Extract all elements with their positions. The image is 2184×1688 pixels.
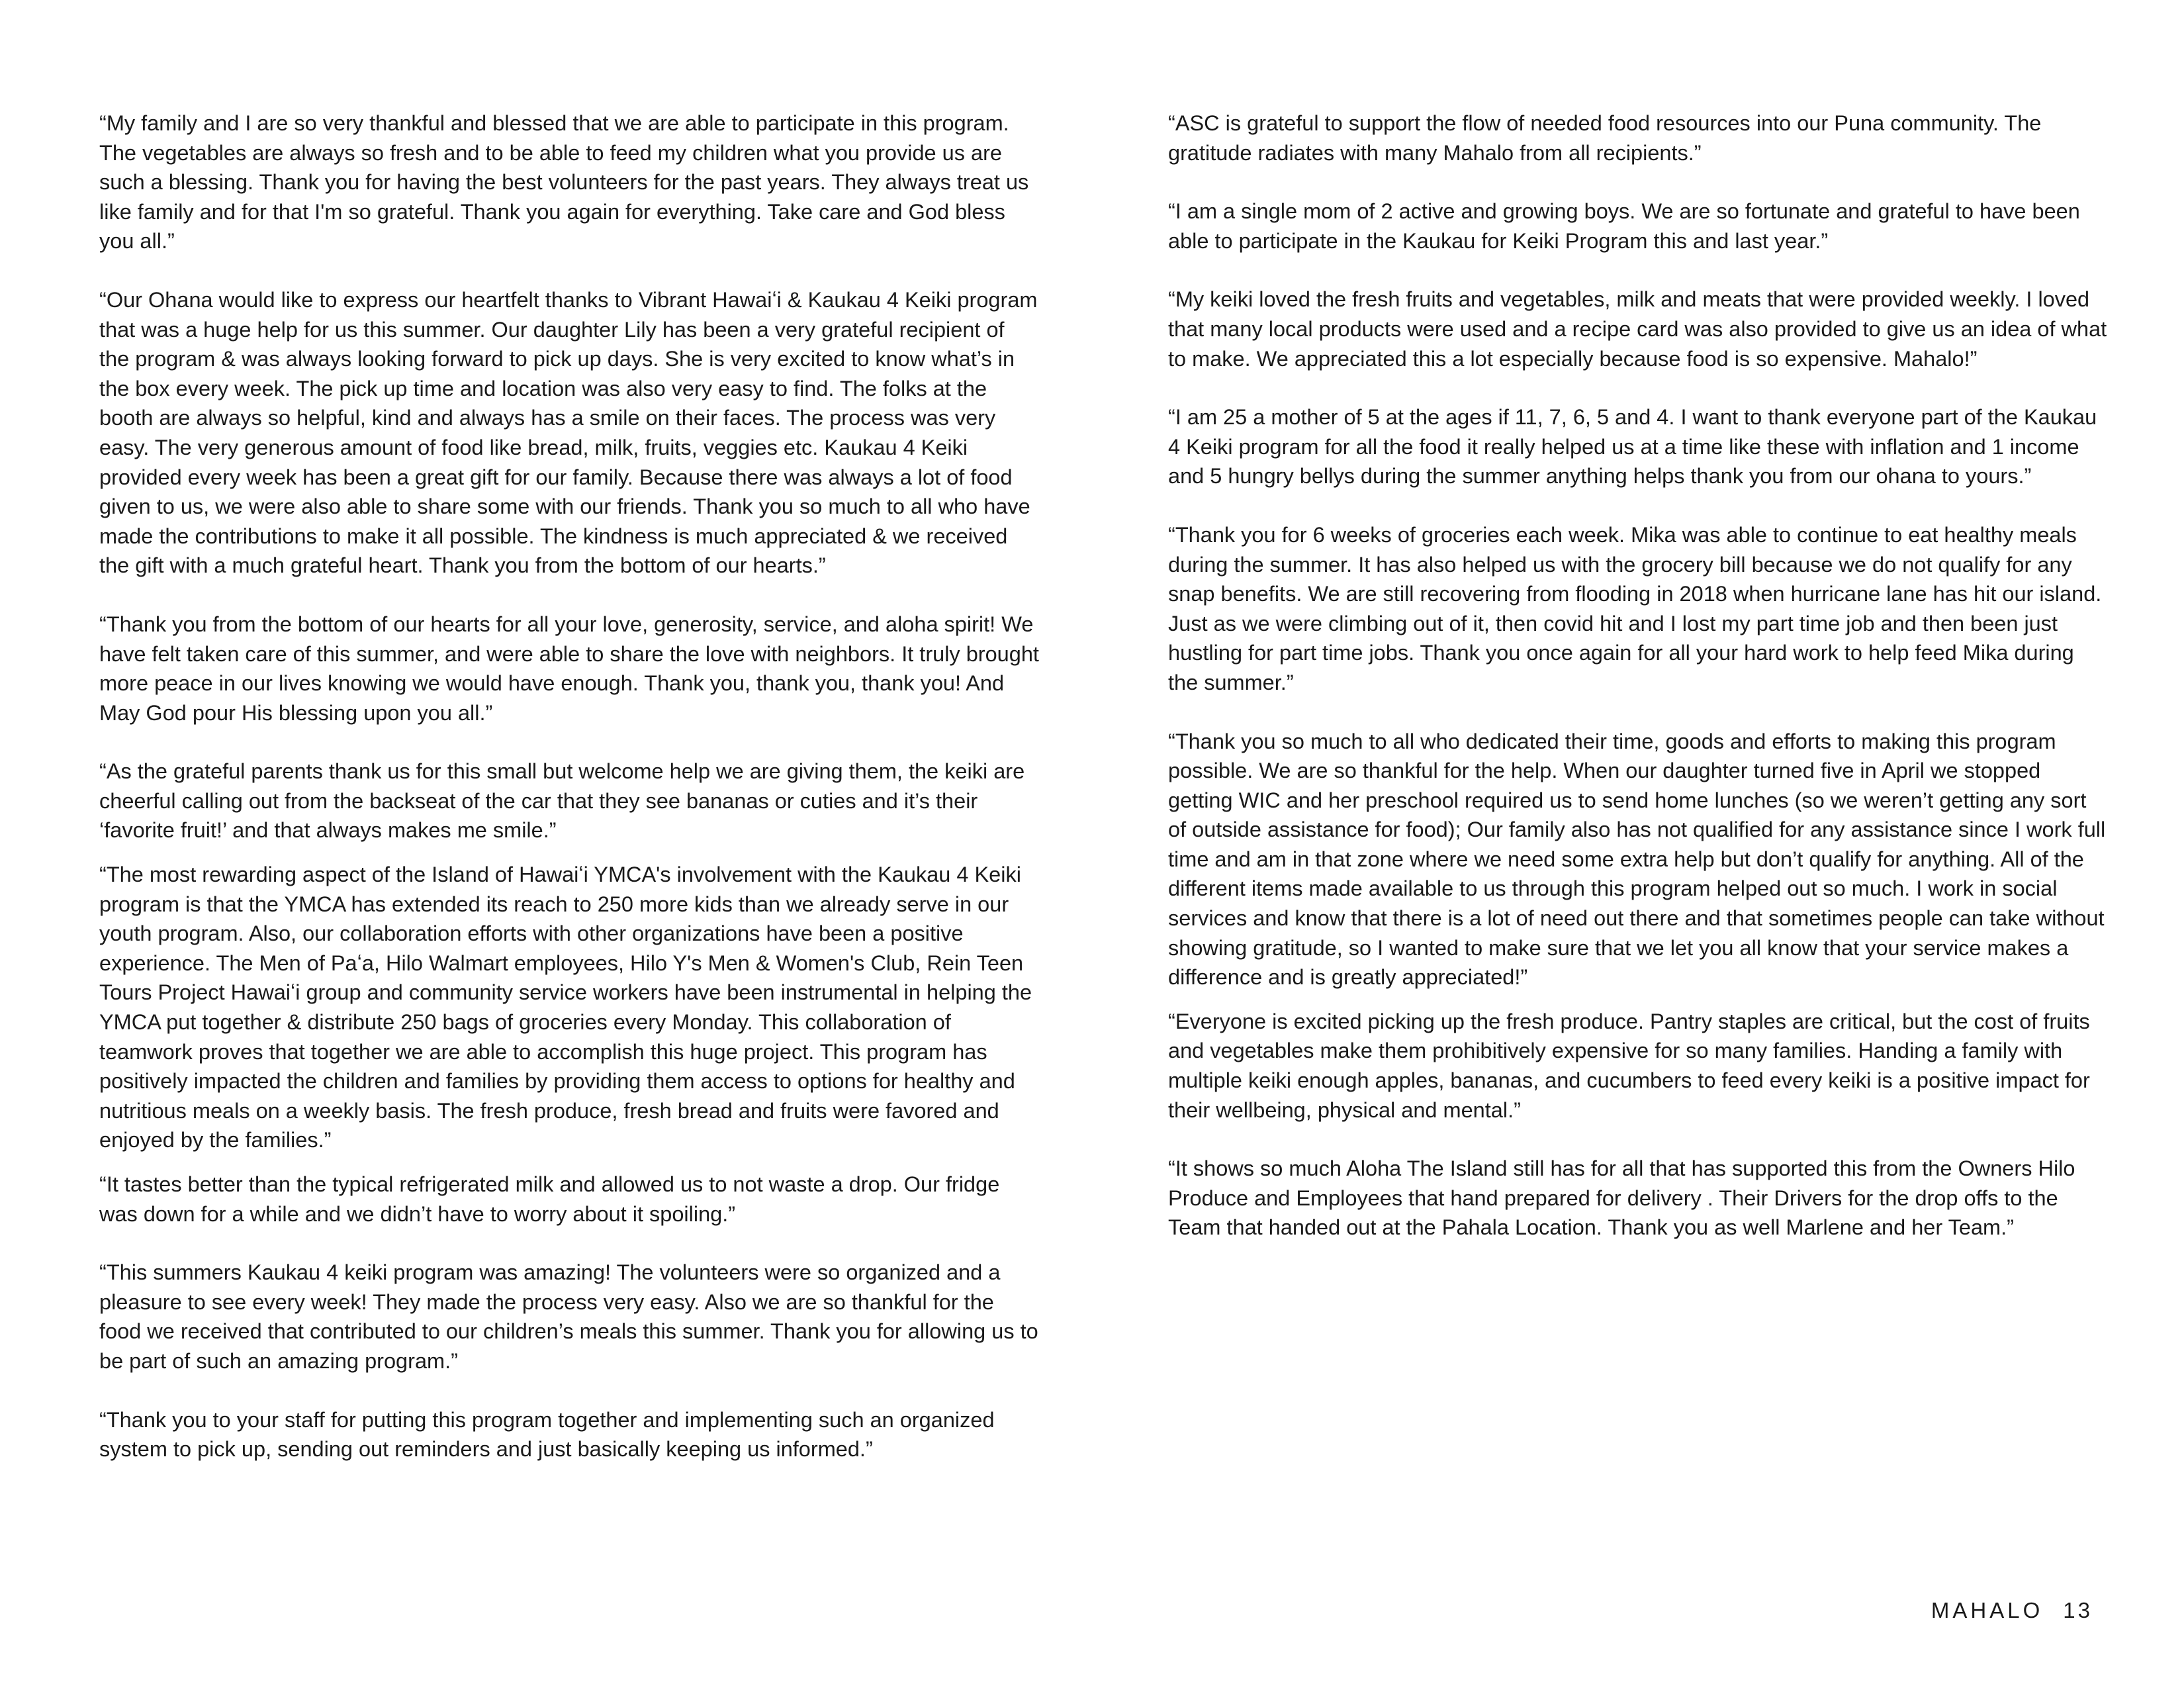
section-label: MAHALO (1931, 1598, 2044, 1622)
left-column (99, 109, 1039, 1493)
testimonial-quote: “My keiki loved the fresh fruits and vegetables, milk and meats that were provided weekly. I loved that many local products were used and a recipe card was also provided to give us an idea of what to make. We appreciated this a lot especially because food is so expensive. Mahalo!” (1168, 287, 2107, 371)
testimonial-quote: “Thank you to your staff for putting this program together and implementing such an organized system to pick up, sending out reminders and just basically keeping us informed.” (99, 1407, 995, 1462)
testimonial-quote: “I am a single mom of 2 active and growing boys. We are so fortunate and grateful to have been able to participate in the Kaukau for Keiki Program this and last year.” (1168, 199, 2080, 253)
testimonial-quote: “It shows so much Aloha The Island still has for all that has supported this from the Owners Hilo Produce and Employees that hand prepared for delivery . Their Drivers for the drop offs to the Team that handed out at the Pahala Location. Thank you as well Marlene and her Team.” (1168, 1156, 2075, 1240)
testimonial-quote: “ASC is grateful to support the flow of needed food resources into our Puna community. The gratitude radiates with many Mahalo from all recipients.” (1168, 111, 2042, 165)
testimonial-quote: “This summers Kaukau 4 keiki program was amazing! The volunteers were so organized and a pleasure to see every week! They made the process very easy. Also we are so thankful for the food we received that contributed to our children’s meals this summer. Thank you for allowing us to be part of such an amazing program.” (99, 1260, 1038, 1373)
testimonial-quote: “As the grateful parents thank us for this small but welcome help we are giving them, the keiki are cheerful calling out from the backseat of the car that they see bananas or cuties and it’s their ‘favorite fruit!’ and that always makes me smile.” (99, 759, 1025, 843)
right-column (1168, 109, 2108, 1272)
testimonial-quote: “Thank you from the bottom of our hearts for all your love, generosity, service, and aloha spirit! We have felt taken care of this summer, and were able to share the love with neighbors. It truly brought more peace in our lives knowing we would have enough. Thank you, thank you, thank you! And May God pour His blessing upon you all.” (99, 612, 1039, 725)
testimonial-quote: “My family and I are so very thankful and blessed that we are able to participate in this program. The vegetables are always so fresh and to be able to feed my children what you provide us are such a blessing. Thank you for having the best volunteers for the past years. They always treat us like family and for that I'm so grateful. Thank you again for everything. Take care and God bless you all.” (99, 111, 1029, 254)
page-number: 13 (2063, 1598, 2093, 1622)
testimonial-quote: “The most rewarding aspect of the Island of Hawaiʻi YMCA's involvement with the Kaukau 4 Keiki program is that the YMCA has extended its reach to 250 more kids than we already serve in our youth program. Also, our collaboration efforts with other organizations have been a positive experience. The Men of Paʻa, Hilo Walmart employees, Hilo Y's Men & Women's Club, Rein Teen Tours Project Hawaiʻi group and community service workers have been instrumental in helping the YMCA put together & distribute 250 bags of groceries every Monday. This collaboration of teamwork proves that together we are able to accomplish this huge project. This program has positively impacted the children and families by providing them access to options for healthy and nutritious meals on a weekly basis. The fresh produce, fresh bread and fruits were favored and enjoyed by the families.” (99, 863, 1032, 1152)
testimonial-quote: “I am 25 a mother of 5 at the ages if 11, 7, 6, 5 and 4. I want to thank everyone part of the Kaukau 4 Keiki program for all the food it really helped us at a time like these with inflation and 1 income and 5 hungry bellys during the summer anything helps thank you from our ohana to yours.” (1168, 405, 2097, 489)
testimonial-quote: “Thank you for 6 weeks of groceries each week. Mika was able to continue to eat healthy meals during the summer. It has also helped us with the grocery bill because we do not qualify for any snap benefits. We are still recovering from flooding in 2018 when hurricane lane has hit our island. Just as we were climbing out of it, then covid hit and I lost my part time job and then been just hustling for part time jobs. Thank you once again for all your hard work to help feed Mika during the summer.” (1168, 522, 2102, 694)
testimonial-quote: “It tastes better than the typical refrigerated milk and allowed us to not waste a drop. Our fridge was down for a while and we didn’t have to worry about it spoiling.” (99, 1172, 1000, 1226)
page-footer (1931, 1598, 2093, 1623)
testimonial-quote: “Everyone is excited picking up the fresh produce. Pantry staples are critical, but the cost of fruits and vegetables make them prohibitively expensive for so many families. Handing a family with multiple keiki enough apples, bananas, and cucumbers to feed every keiki is a positive impact for their wellbeing, physical and mental.” (1168, 1009, 2090, 1122)
testimonial-quote: “Our Ohana would like to express our heartfelt thanks to Vibrant Hawaiʻi & Kaukau 4 Keiki program that was a huge help for us this summer. Our daughter Lily has been a very grateful recipient of the program & was always looking forward to pick up days. She is very excited to know what’s in the box every week. The pick up time and location was also very easy to find. The folks at the booth are always so helpful, kind and always has a smile on their faces. The process was very easy. The very generous amount of food like bread, milk, fruits, veggies etc. Kaukau 4 Keiki provided every week has been a great gift for our family. Because there was always a lot of food given to us, we were also able to share some with our friends. Thank you so much to all who have made the contributions to make it all possible. The kindness is much appreciated & we received the gift with a much grateful heart. Thank you from the bottom of our hearts.” (99, 287, 1038, 578)
testimonial-quote: “Thank you so much to all who dedicated their time, goods and efforts to making this program possible. We are so thankful for the help. When our daughter turned five in April we stopped getting WIC and her preschool required us to send home lunches (so we weren’t getting any sort of outside assistance for food); Our family also has not qualified for any assistance since I work full time and am in that zone where we need some extra help but don’t qualify for anything. All of the different items made available to us through this program helped out so much. I work in social services and know that there is a lot of need out there and that sometimes people can take without showing gratitude, so I wanted to make sure that we let you all know that your service makes a difference and is greatly appreciated!” (1168, 729, 2106, 990)
